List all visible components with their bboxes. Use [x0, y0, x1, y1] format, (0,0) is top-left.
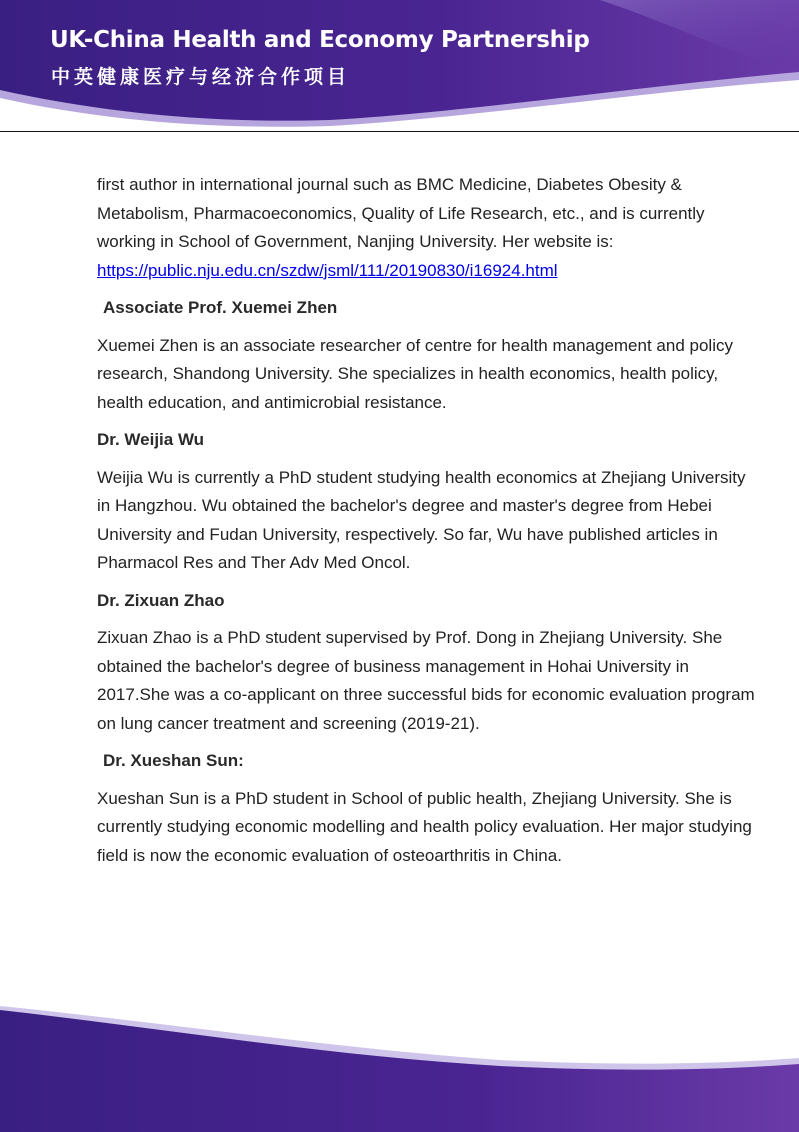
profile-heading: Dr. Weijia Wu	[97, 430, 205, 449]
intro-text: first author in international journal such as BMC Medicine, Diabetes Obesity & Metabolism, Pharmacoeconomics, Quality of Life Research, etc., and is currently working in School of Government, Nanjing University. Her website is:	[97, 175, 705, 251]
header-title: UK-China Health and Economy Partnership	[50, 27, 590, 53]
profile-bio: Xuemei Zhen is an associate researcher of centre for health management and policy research, Shandong University. She specializes in health economics, health policy, health education, and antimicrobial resistance.	[97, 335, 733, 412]
profile-heading: Associate Prof. Xuemei Zhen	[103, 298, 338, 317]
footer-banner	[0, 1000, 799, 1132]
profile-bio: Zixuan Zhao is a PhD student supervised by Prof. Dong in Zhejiang University. She obtained the bachelor's degree of business management in Hohai University in 2017.She was a co-applicant on three successful bids for economic evaluation program on lung cancer treatment and screening (2019-21).	[97, 628, 755, 733]
header-divider	[0, 131, 799, 132]
main-content	[97, 171, 757, 879]
profile-heading: Dr. Zixuan Zhao	[97, 590, 225, 610]
header-banner	[0, 0, 799, 132]
profile-heading: Dr. Xueshan Sun:	[103, 751, 244, 770]
intro-paragraph	[97, 171, 757, 285]
footer-wave-graphic	[0, 1000, 799, 1132]
website-link[interactable]: https://public.nju.edu.cn/szdw/jsml/111/20190830/i16924.html	[97, 260, 558, 280]
profile-bio: Weijia Wu is currently a PhD student studying health economics at Zhejiang University in Hangzhou. Wu obtained the bachelor's degree and master's degree from Hebei University and Fudan University, respectively. So far, Wu have published articles in Pharmacol Res and Ther Adv Med Oncol.	[97, 467, 746, 572]
header-subtitle: 中英健康医疗与经济合作项目	[51, 66, 351, 88]
profile-bio: Xueshan Sun is a PhD student in School of public health, Zhejiang University. She is currently studying economic modelling and health policy evaluation. Her major studying field is now the economic evaluation of osteoarthritis in China.	[97, 788, 752, 865]
